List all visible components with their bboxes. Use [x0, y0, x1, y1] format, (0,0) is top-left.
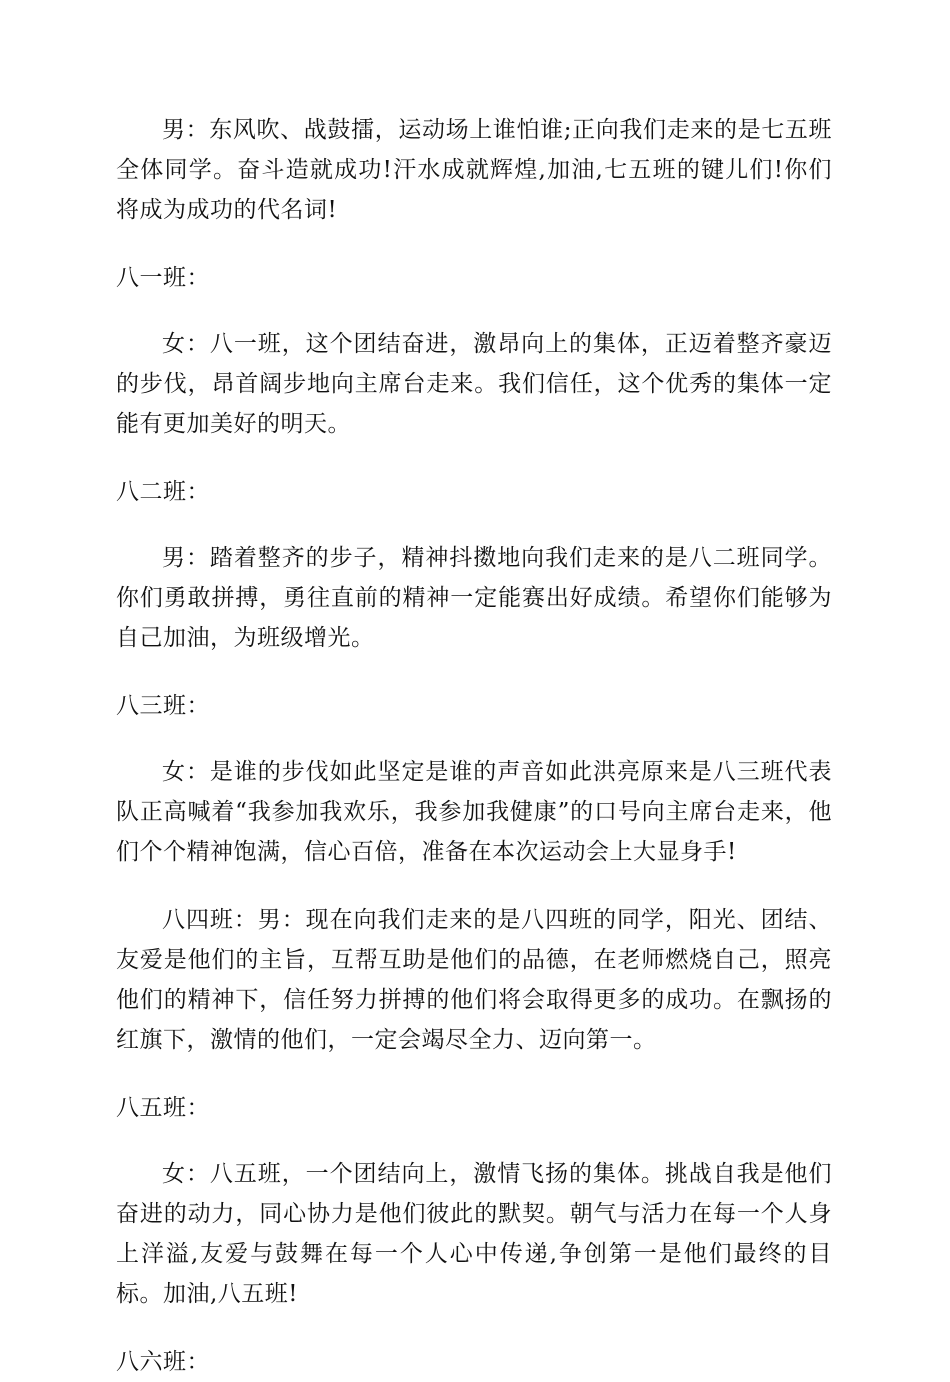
- heading-basan-class: 八三班：: [116, 693, 210, 719]
- paragraph-qiwu-class: 男：东风吹、战鼓擂，运动场上谁怕谁;正向我们走来的是七五班全体同学。奋斗造就成功!汗水成就辉煌,加油,七五班的键儿们!你们将成为成功的代名词!: [116, 117, 832, 223]
- heading-bawu-class: 八五班：: [116, 1095, 210, 1121]
- document-body: [116, 110, 832, 1382]
- heading-baliu-class: 八六班：: [116, 1349, 210, 1375]
- heading-bayi-class: 八一班：: [116, 265, 210, 291]
- heading-baer-class: 八二班：: [116, 479, 210, 505]
- paragraph-basi-class: 八四班：男：现在向我们走来的是八四班的同学，阳光、团结、友爱是他们的主旨，互帮互助是他们的品德，在老师燃烧自己，照亮他们的精神下，信任努力拼搏的他们将会取得更多的成功。在飘扬的红旗下，激情的他们，一定会竭尽全力、迈向第一。: [116, 907, 832, 1053]
- paragraph-bayi-class: 女：八一班，这个团结奋进，激昂向上的集体，正迈着整齐豪迈的步伐，昂首阔步地向主席台走来。我们信任，这个优秀的集体一定能有更加美好的明天。: [116, 331, 832, 437]
- paragraph-basan-class: 女：是谁的步伐如此坚定是谁的声音如此洪亮原来是八三班代表队正高喊着“我参加我欢乐，我参加我健康”的口号向主席台走来，他们个个精神饱满，信心百倍，准备在本次运动会上大显身手!: [116, 759, 832, 865]
- paragraph-bawu-class: 女：八五班，一个团结向上，激情飞扬的集体。挑战自我是他们奋进的动力，同心协力是他们彼此的默契。朝气与活力在每一个人身上洋溢,友爱与鼓舞在每一个人心中传递,争创第一是他们最终的目标。加油,八五班!: [116, 1161, 832, 1307]
- paragraph-baer-class: 男：踏着整齐的步子，精神抖擞地向我们走来的是八二班同学。你们勇敢拼搏，勇往直前的精神一定能赛出好成绩。希望你们能够为自己加油，为班级增光。: [116, 545, 832, 651]
